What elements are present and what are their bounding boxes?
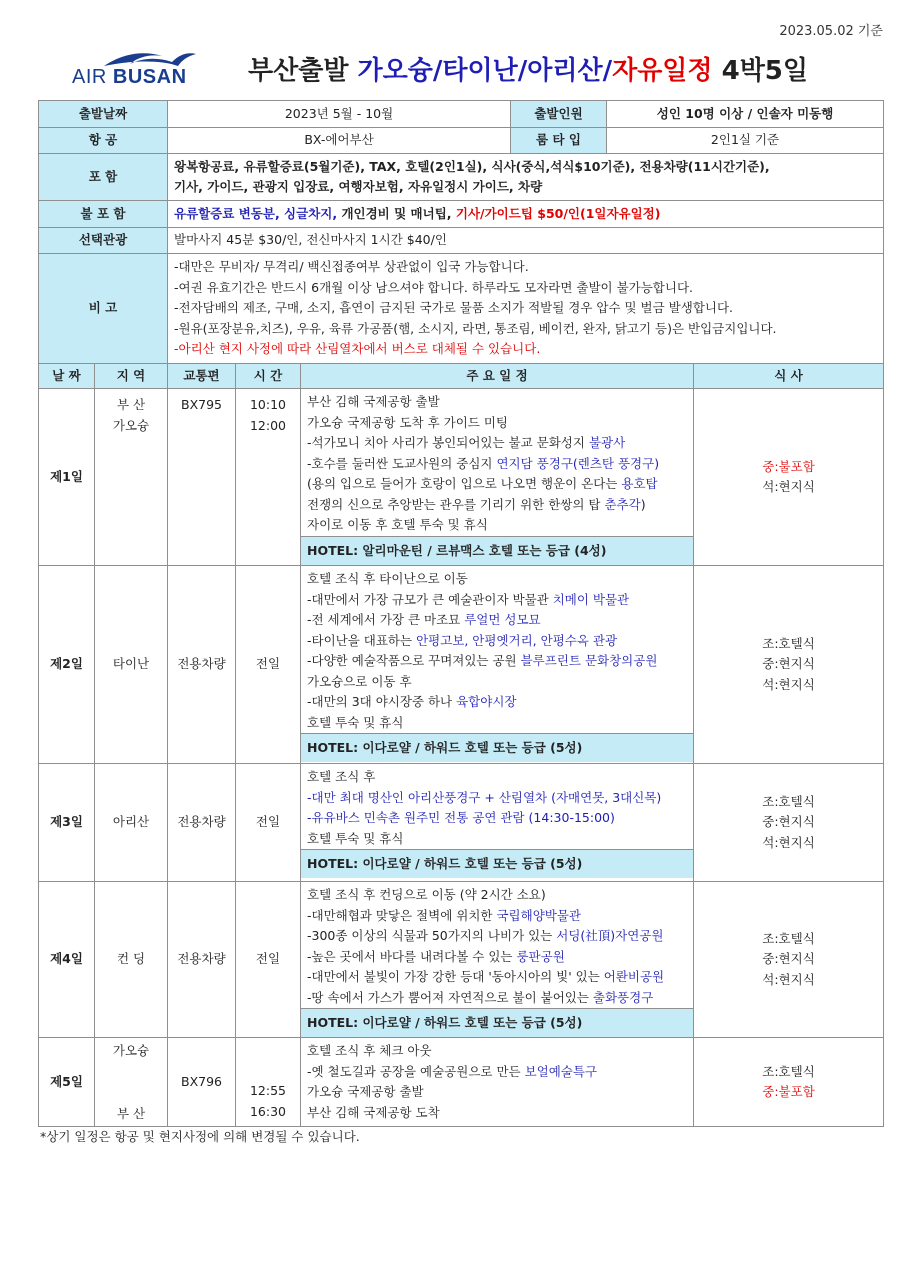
day-transport: 전용차량 bbox=[168, 882, 236, 1038]
flight-number: BX796 bbox=[168, 1038, 236, 1127]
day-schedule: 호텔 조식 후 타이난으로 이동 -대만에서 가장 규모가 큰 예술관이자 박물관 치메이 박물관 -전 세계에서 가장 큰 마조묘 루얼먼 성모묘 -타이난을 대표하는 안평고보, 안평옛거리, 안평수옥 관광 -다양한 예술작품으로 꾸며져있는 공원 블루프린트 문화창의공원 가오슝으로 이동 후 -대만의 3대 야시장중 하나 육합야시장 호텔 투숙 및 휴식 HOTEL: 이다로얄 / 하워드 호텔 또는 등급 (5성) bbox=[301, 566, 694, 764]
optional-tour: 발마사지 45분 $30/인, 전신마사지 1시간 $40/인 bbox=[168, 228, 884, 254]
day-transport: 전용차량 bbox=[168, 764, 236, 882]
day-label: 제5일 bbox=[39, 1038, 95, 1127]
include-text: 왕복항공료, 유류할증료(5월기준), TAX, 호텔(2인1실), 식사(중식,석식$10기준), 전용차량(11시간기준), 기사, 가이드, 관광지 입장료, 여행자보험, 자유일정시 가이드, 차량 bbox=[168, 154, 884, 201]
day-meals: 조:호텔식 중:현지식 석:현지식 bbox=[694, 882, 884, 1038]
col-header-transport: 교통편 bbox=[168, 364, 236, 389]
day-region: 가오슝 부 산 bbox=[95, 1038, 168, 1127]
remark-line: -원유(포장분유,치즈), 우유, 육류 가공품(햄, 소시지, 라면, 통조림, 베이컨, 완자, 닭고기 등)은 반입금지입니다. bbox=[174, 320, 777, 336]
col-header-time: 시 간 bbox=[236, 364, 301, 389]
day-schedule: 부산 김해 국제공항 출발 가오슝 국제공항 도착 후 가이드 미팅 -석가모니 치아 사리가 봉인되어있는 불교 문화성지 불광사 -호수를 둘러싼 도교사원의 중심지 연지담 풍경구(렌츠탄 풍경구) (용의 입으로 들어가 호랑이 입으로 나오면 행운이 온다는 용호탑 전쟁의 신으로 추앙받는 관우를 기리기 위한 한쌍의 탑 춘추각) 자이로 이동 후 호텔 투숙 및 휴식 HOTEL: 알리마운틴 / 르뷰맥스 호텔 또는 등급 (4성) bbox=[301, 389, 694, 566]
day-region: 컨 딩 bbox=[95, 882, 168, 1038]
day-row bbox=[39, 764, 884, 882]
day-time: 12:55 16:30 bbox=[236, 1038, 301, 1127]
day-row bbox=[39, 566, 884, 764]
reference-date: 2023.05.02 기준 bbox=[779, 24, 883, 39]
col-header-meals: 식 사 bbox=[694, 364, 884, 389]
day-schedule: 호텔 조식 후 체크 아웃 -옛 철도길과 공장을 예술공원으로 만든 보얼예술특구 가오슝 국제공항 출발 부산 김해 국제공항 도착 bbox=[301, 1038, 694, 1127]
include-label: 포 함 bbox=[39, 154, 168, 201]
col-header-schedule: 주 요 일 정 bbox=[301, 364, 694, 389]
day-transport: 전용차량 bbox=[168, 566, 236, 764]
air-busan-logo: AIR BUSAN bbox=[72, 48, 202, 93]
day-schedule: 호텔 조식 후 컨딩으로 이동 (약 2시간 소요) -대만해협과 맞닿은 절벽에 위치한 국립해양박물관 -300종 이상의 식물과 50가지의 나비가 있는 서딩(社頂)자연공원 -높은 곳에서 바다를 내려다볼 수 있는 룽판공원 -대만에서 불빛이 가장 강한 등대 '동아시아의 빛' 있는 어롼비공원 -땅 속에서 가스가 뿜어져 자연적으로 불이 붙어있는 출화풍경구 HOTEL: 이다로얄 / 하워드 호텔 또는 등급 (5성) bbox=[301, 882, 694, 1038]
day-time: 전일 bbox=[236, 764, 301, 882]
itinerary-table bbox=[38, 100, 884, 1127]
day-meals: 조:호텔식 중:불포함 bbox=[694, 1038, 884, 1127]
airline: BX-에어부산 bbox=[168, 128, 511, 154]
day-meals: 조:호텔식 중:현지식 석:현지식 bbox=[694, 764, 884, 882]
remark-line-warning: -아리산 현지 사정에 따라 산림열차에서 버스로 대체될 수 있습니다. bbox=[174, 341, 541, 357]
day-row bbox=[39, 1038, 884, 1127]
day-meals: 중:불포함 석:현지식 bbox=[694, 389, 884, 566]
exclude-text: 유류할증료 변동분, 싱글차지, 개인경비 및 매너팁, 기사/가이드팁 $50/인(1일자유일정) bbox=[168, 201, 884, 228]
footnote: *상기 일정은 항공 및 현지사정에 의해 변경될 수 있습니다. bbox=[40, 1129, 360, 1144]
day-region: 아리산 bbox=[95, 764, 168, 882]
exclude-label: 불 포 함 bbox=[39, 201, 168, 228]
day-label: 제1일 bbox=[39, 389, 95, 566]
day-row bbox=[39, 882, 884, 1038]
remarks-label: 비 고 bbox=[39, 254, 168, 364]
hotel-info: HOTEL: 이다로얄 / 하워드 호텔 또는 등급 (5성) bbox=[301, 1008, 693, 1037]
col-header-region: 지 역 bbox=[95, 364, 168, 389]
remark-line: -여권 유효기간은 반드시 6개월 이상 남으셔야 합니다. 하루라도 모자라면 출발이 불가능합니다. bbox=[174, 279, 693, 295]
day-label: 제4일 bbox=[39, 882, 95, 1038]
day-region: 타이난 bbox=[95, 566, 168, 764]
day-time: 전일 bbox=[236, 882, 301, 1038]
remark-line: -전자담배의 제조, 구매, 소지, 흡연이 금지된 국가로 물품 소지가 적발될 경우 압수 및 벌금 발생합니다. bbox=[174, 300, 734, 316]
participants-label: 출발인원 bbox=[511, 101, 607, 128]
room-type-label: 룸 타 입 bbox=[511, 128, 607, 154]
flight-number: BX795 bbox=[168, 389, 236, 566]
participants: 성인 10명 이상 / 인솔자 미동행 bbox=[607, 101, 884, 128]
day-region: 부 산 가오슝 bbox=[95, 389, 168, 566]
hotel-info: HOTEL: 이다로얄 / 하워드 호텔 또는 등급 (5성) bbox=[301, 733, 693, 762]
hotel-info: HOTEL: 이다로얄 / 하워드 호텔 또는 등급 (5성) bbox=[301, 849, 693, 878]
day-meals: 조:호텔식 중:현지식 석:현지식 bbox=[694, 566, 884, 764]
day-label: 제2일 bbox=[39, 566, 95, 764]
col-header-day: 날 짜 bbox=[39, 364, 95, 389]
room-type: 2인1실 기준 bbox=[607, 128, 884, 154]
remark-line: -대만은 무비자/ 무격리/ 백신접종여부 상관없이 입국 가능합니다. bbox=[174, 259, 529, 275]
optional-tour-label: 선택관광 bbox=[39, 228, 168, 254]
depart-date: 2023년 5월 - 10월 bbox=[168, 101, 511, 128]
airline-label: 항 공 bbox=[39, 128, 168, 154]
remarks bbox=[168, 254, 884, 364]
depart-date-label: 출발날짜 bbox=[39, 101, 168, 128]
day-row bbox=[39, 389, 884, 566]
day-label: 제3일 bbox=[39, 764, 95, 882]
day-time: 10:10 12:00 bbox=[236, 389, 301, 566]
day-schedule: 호텔 조식 후 -대만 최대 명산인 아리산풍경구 + 산림열차 (자매연못, 3대신목) -유유바스 민속촌 원주민 전통 공연 관람 (14:30-15:00) 호텔 투숙 및 휴식 HOTEL: 이다로얄 / 하워드 호텔 또는 등급 (5성) bbox=[301, 764, 694, 882]
hotel-info: HOTEL: 알리마운틴 / 르뷰맥스 호텔 또는 등급 (4성) bbox=[301, 536, 693, 565]
day-time: 전일 bbox=[236, 566, 301, 764]
page-title: 부산출발 가오슝/타이난/아리산/자유일정 4박5일 bbox=[248, 56, 809, 86]
